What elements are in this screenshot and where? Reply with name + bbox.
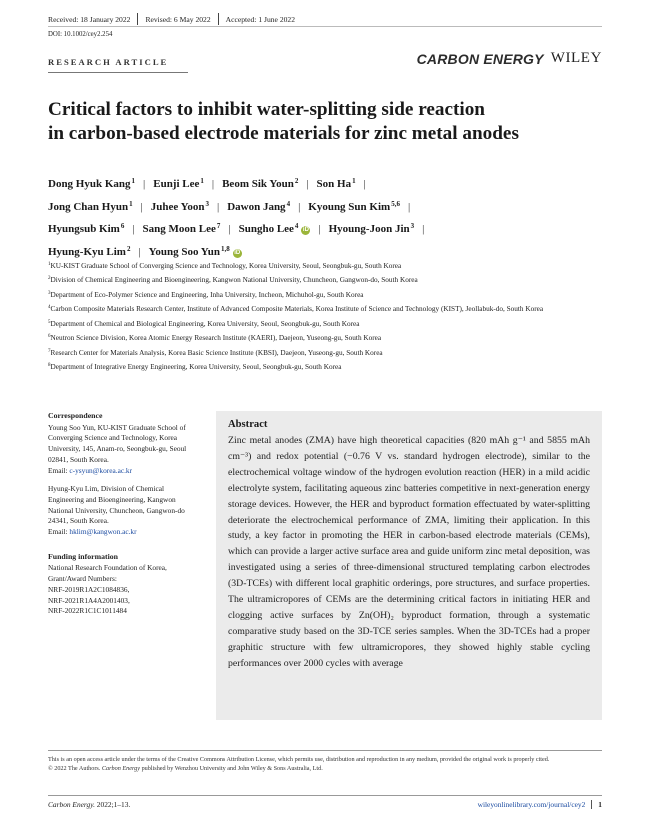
affiliation-item: $^3$Department of Eco-Polymer Science and Engineering, Inha University, Incheon, Michuhol-gu, South Korea — [48, 290, 364, 299]
funding-info — [48, 563, 200, 617]
author-separator: | — [138, 245, 141, 258]
affiliation-item: $^1$KU-KIST Graduate School of Converging Science and Technology, Korea University, Seoul, Seongbuk-gu, South Korea — [48, 262, 402, 270]
footer-divider — [48, 750, 602, 751]
date-separator — [218, 13, 219, 25]
author-separator: | — [407, 200, 411, 213]
author-separator: | — [211, 178, 215, 190]
author-name: Kyoung Sun Kim$^{5,6}$ — [308, 199, 400, 213]
author-name: Sungho Lee$^4$ iD — [238, 222, 309, 235]
carbon-energy-logo: CARBON ENERGY — [416, 50, 544, 67]
funding-line: NRF-2022R1C1C1011484 — [48, 606, 127, 616]
section-divider — [48, 72, 188, 73]
affiliation-list — [48, 260, 608, 376]
abstract-heading: Abstract — [228, 419, 268, 430]
author-name: Hyungsub Kim$^6$ — [48, 222, 125, 235]
author-name: Sang Moon Lee$^7$ — [142, 222, 221, 235]
article-title: Critical factors to inhibit water-splitting side reaction in carbon-based electrode materials for zinc metal anodes — [48, 99, 519, 144]
author-name: Hyung-Kyu Lim$^2$ — [48, 244, 131, 258]
affiliation-item: $^2$Division of Chemical Engineering and Bioengineering, Kangwon National University, Chuncheon, Gangwon-do, South Korea — [48, 276, 418, 285]
author-name: Dawon Jang$^4$ — [227, 199, 291, 213]
wiley-logo: WILEY — [550, 50, 602, 66]
author-name: Hyoung-Joon Jin$^3$ — [328, 222, 415, 235]
received-date: Received: 18 January 2022 — [48, 14, 131, 24]
section-label: RESEARCH ARTICLE — [48, 57, 169, 67]
email-link-2[interactable]: hklim@kangwon.ac.kr — [69, 527, 137, 537]
correspondence-contact-1: Young Soo Yun, KU-KIST Graduate School of Converging Science and Technology, Korea University, 145, Anam-ro, Seongbuk-gu, Seoul 02841, South Korea. Email: c-ysyun@korea.ac.kr — [48, 422, 187, 475]
author-name: Beom Sik Youn$^2$ — [222, 177, 299, 190]
journal-logo — [417, 50, 602, 67]
affiliation-item: $^4$Carbon Composite Materials Research Center, Institute of Advanced Composite Materials, Korea Institute of Science and Technology (KIST), Jeollabuk-do, South Korea — [48, 305, 544, 314]
revised-date: Revised: 6 May 2022 — [145, 14, 211, 24]
affiliation-item: $^6$Neutron Science Division, Korea Atomic Energy Research Institute (KAERI), Daejeon, Yuseong-gu, South Korea — [48, 334, 382, 343]
accepted-date: Accepted: 1 June 2022 — [225, 14, 296, 24]
author-separator: | — [143, 178, 146, 190]
correspondence-contact-2: Hyung-Kyu Lim, Division of Chemical Engineering and Bioengineering, Kangwon National University, Chuncheon, Gangwon-do 24341, South Korea. Email: hklim@kangwon.ac.kr — [48, 484, 185, 537]
footer-bottom-divider — [48, 795, 602, 796]
author-separator: | — [422, 223, 425, 235]
affiliation-item: $^5$Department of Chemical and Biological Engineering, Korea University, Seoul, Seongbuk-gu, South Korea — [48, 319, 360, 328]
email-link-1[interactable]: c-ysyun@korea.ac.kr — [69, 465, 133, 475]
funding-line: NRF-2019R1A2C1084836, — [48, 584, 130, 594]
date-separator — [137, 13, 138, 25]
author-separator: | — [306, 178, 309, 190]
funding-line: Grant/Award Numbers: — [48, 574, 117, 584]
author-name: Dong Hyuk Kang$^1$ — [48, 177, 136, 190]
doi: DOI: 10.1002/cey2.254 — [48, 31, 113, 38]
author-separator: | — [140, 200, 143, 213]
abstract-text: Zinc metal anodes (ZMA) have high theoretical capacities (820 mAh g⁻¹ and 5855 mAh cm⁻³) and redox potential (−0.76 V vs. standard hydrogen electrode), similar to the electrochemical voltage window of the hydrogen evolution reaction (HER) in a mild acidic electrolyte system, facilitating aqueous zinc batteries competitive in next-generation energy storage devices. However, the HER and byproduct formation effectuated by water-splitting deteriorate the electrochemical performance of ZMA, limiting their application. In this study, a key factor in promoting the HER in carbon-based electrode materials (CEMs), which can provide a larger active surface area and guide uniform zinc metal deposition, was investigated using a series of three-dimensional structured templating carbon electrodes (3D-TCEs) with different local graphitic orderings, pore structures, and surface properties. The ultramicropores of CEMs are the determining critical factors in initiating HER and clogging active surfaces by Zn(OH)₂ byproduct formation, through a systematic comparative study based on the 3D-TCE series samples. When the 3D-TCEs had a proper graphitic structure with few ultramicropores, they showed highly stable cycling performances over 2000 cycles with average — [228, 435, 590, 669]
correspondence-heading: Correspondence — [48, 411, 103, 420]
header-divider — [48, 26, 602, 27]
author-name: Son Ha$^1$ — [316, 177, 356, 190]
author-list — [48, 172, 608, 262]
author-name: Juhee Yoon$^3$ — [150, 199, 209, 213]
author-separator: | — [298, 200, 301, 213]
correspondence-column — [48, 411, 200, 617]
author-name: Young Soo Yun$^{1,8}$ iD — [148, 244, 241, 258]
orcid-icon[interactable]: iD — [302, 227, 309, 233]
abstract-box — [216, 411, 602, 720]
journal-url-area — [478, 800, 602, 809]
author-name: Jong Chan Hyun$^1$ — [48, 199, 133, 213]
journal-citation: Carbon Energy. 2022;1–13. — [48, 800, 131, 809]
page-number: 1 — [591, 800, 602, 809]
orcid-icon[interactable]: iD — [234, 249, 241, 256]
author-separator: | — [216, 200, 220, 213]
funding-line: NRF-2021R1A4A2001403, — [48, 595, 130, 605]
author-separator: | — [228, 223, 231, 235]
article-dates — [48, 13, 295, 25]
funding-heading: Funding information — [48, 551, 118, 561]
author-separator: | — [363, 178, 366, 190]
author-separator: | — [132, 223, 135, 235]
affiliation-item: $^8$Department of Integrative Energy Engineering, Korea University, Seoul, Seongbuk-gu, South Korea — [48, 363, 342, 372]
author-separator: | — [318, 223, 321, 235]
affiliation-item: $^7$Research Center for Materials Analysis, Korea Basic Science Institute (KBSI), Daejeon, Yuseong-gu, South Korea — [48, 348, 383, 357]
funding-line: National Research Foundation of Korea, — [48, 563, 167, 573]
license-notice: This is an open access article under the terms of the Creative Commons Attribution License, which permits use, distribution and reproduction in any medium, provided the original work is properly cited. © 2022 The Authors. Carbon Energy published by Wenzhou University and John Wiley & Sons Australia, Ltd. — [48, 756, 550, 772]
journal-url-link[interactable]: wileyonlinelibrary.com/journal/cey2 — [477, 800, 586, 809]
author-name: Eunji Lee$^1$ — [153, 177, 204, 190]
